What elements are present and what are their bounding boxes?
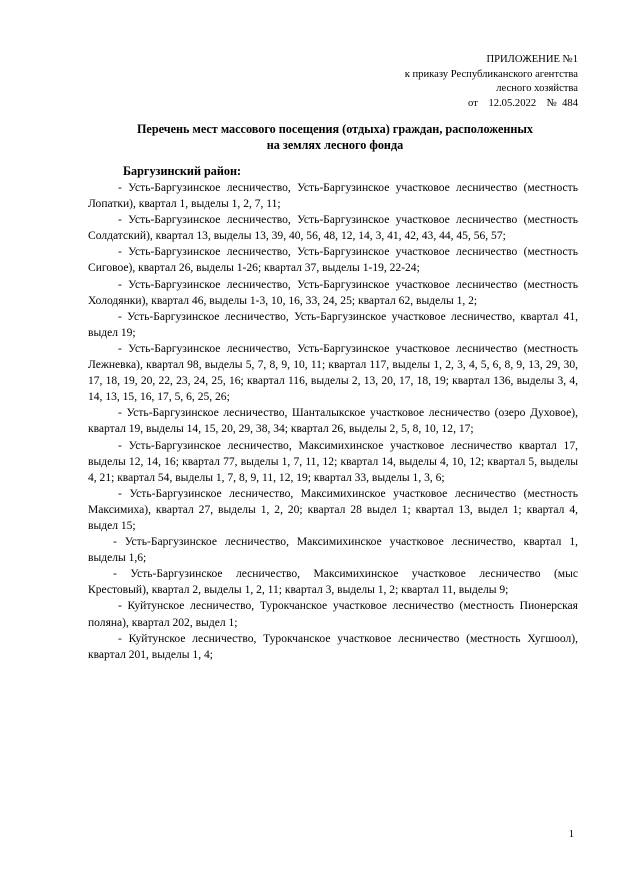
list-item: - Усть-Баргузинское лесничество, Максимихинское участковое лесничество (местность Максимиха), квартал 27, выделы 1, 2, 20; квартал 28 выдел 1; квартал 13, выдел 1; квартал 4, выдел 15; [88, 487, 578, 532]
appendix-agency-line: лесного хозяйства [496, 83, 578, 95]
list-item: - Куйтунское лесничество, Турокчанское участковое лесничество (местность Пионерская поляна), квартал 202, выдел 1; [88, 600, 578, 629]
entries-list [88, 180, 578, 663]
appendix-date-row [258, 97, 578, 112]
page-number: 1 [568, 829, 574, 840]
appendix-title: ПРИЛОЖЕНИЕ №1 [486, 54, 578, 65]
list-item: - Усть-Баргузинское лесничество, Усть-Баргузинское участковое лесничество (местность Лежневка), квартал 98, выделы 5, 7, 8, 9, 10, 11; квартал 117, выделы 1, 2, 3, 4, 5, 6, 8, 9, 13, 29, 30, 17, 18, 19, 20, 22, 23, 24, 25, 16; квартал 116, выделы 2, 13, 20, 17, 18, 19; квартал 136, выделы 3, 4, 14, 13, 15, 16, 17, 5, 6, 25, 26; [88, 342, 578, 404]
list-item: - Усть-Баргузинское лесничество, Усть-Баргузинское участковое лесничество (местность Сиговое), квартал 26, выделы 1-26; квартал 37, выделы 1-19, 22-24; [88, 246, 578, 275]
district-heading: Баргузинский район: [123, 164, 242, 178]
order-date: 12.05.2022 [488, 97, 537, 109]
list-item: - Куйтунское лесничество, Турокчанское участковое лесничество (местность Хугшоол), квартал 201, выделы 1, 4; [88, 632, 578, 661]
list-item: - Усть-Баргузинское лесничество, Усть-Баргузинское участковое лесничество (местность Холодянки), квартал 46, выделы 1-3, 10, 16, 33, 24, 25; квартал 62, выделы 1, 2; [88, 278, 578, 307]
list-item: - Усть-Баргузинское лесничество, Максимихинское участковое лесничество, квартал 1, выделы 1,6; [88, 536, 578, 565]
list-item: - Усть-Баргузинское лесничество, Шанталыкское участковое лесничество (озеро Духовое), квартал 19, выделы 14, 15, 20, 29, 38, 34; квартал 26, выделы 2, 5, 8, 10, 12, 17; [88, 407, 578, 436]
number-sign: № [546, 97, 557, 109]
document-title [88, 121, 582, 153]
appendix-header [258, 53, 578, 111]
date-prefix: от [468, 97, 478, 109]
title-line-1: Перечень мест массового посещения (отдыха) граждан, расположенных [136, 122, 534, 136]
list-item: - Усть-Баргузинское лесничество, Усть-Баргузинское участковое лесничество (местность Солдатский), квартал 13, выделы 13, 39, 40, 56, 48, 12, 14, 3, 41, 42, 43, 44, 45, 56, 57; [88, 214, 578, 243]
list-item: - Усть-Баргузинское лесничество, Усть-Баргузинское участковое лесничество (местность Лопатки), квартал 1, выделы 1, 2, 7, 11; [88, 182, 578, 211]
appendix-order-line: к приказу Республиканского агентства [404, 68, 578, 80]
title-line-2: на землях лесного фонда [266, 138, 404, 152]
list-item: - Усть-Баргузинское лесничество, Усть-Баргузинское участковое лесничество, квартал 41, выдел 19; [88, 310, 578, 339]
list-item: - Усть-Баргузинское лесничество, Максимихинское участковое лесничество квартал 17, выделы 12, 14, 16; квартал 77, выделы 1, 7, 11, 12; квартал 14, выделы 4, 10, 12; квартал 5, выделы 4, 21; квартал 54, выделы 1, 7, 8, 9, 11, 12, 19; квартал 33, выделы 1, 3, 6; [88, 439, 578, 484]
list-item: - Усть-Баргузинское лесничество, Максимихинское участковое лесничество (мыс Крестовый), квартал 2, выделы 1, 2, 11; квартал 3, выделы 1, 2; квартал 11, выделы 9; [88, 568, 578, 597]
order-number: 484 [562, 97, 578, 109]
